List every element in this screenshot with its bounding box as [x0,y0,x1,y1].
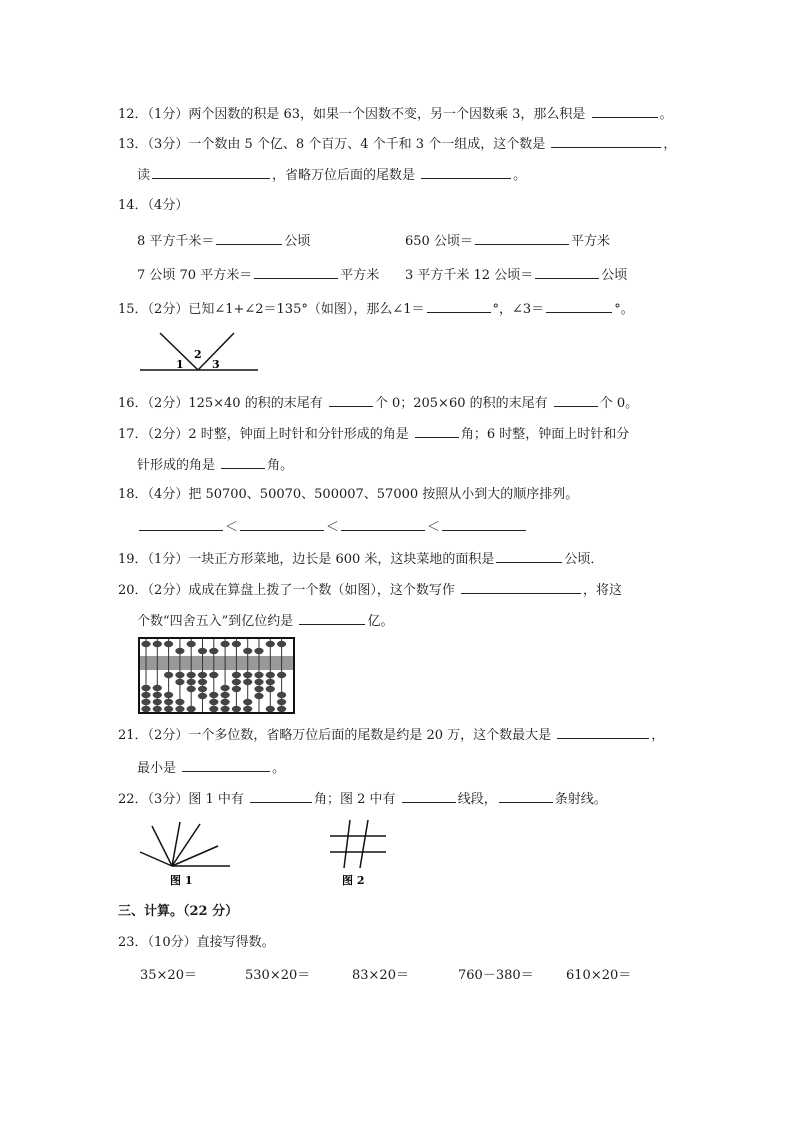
abacus-bead [243,706,252,712]
figure-1-rays [138,818,234,890]
abacus-bead [243,699,252,705]
question-20-line2: 个数“四舍五入”到亿位约是 亿。 [137,610,393,632]
abacus-bead [221,699,230,705]
question-16: 16．（2分）125×40 的积的末尾有 个 0；205×60 的积的末尾有 个 0。 [118,392,638,414]
answer-blank[interactable] [592,103,658,118]
abacus-bead [187,679,196,685]
abacus-bead [153,699,162,705]
answer-blank[interactable] [329,392,373,407]
question-22: 22．（3分）图 1 中有 角；图 2 中有 线段， 条射线。 [118,788,607,810]
answer-blank[interactable] [427,298,491,313]
question-18: 18．（4分）把 50700、50070、500007、57000 按照从小到大的顺序排列。 [118,487,579,502]
abacus-bead [175,699,184,705]
abacus-bead [164,699,173,705]
abacus-bead [175,672,184,678]
angle-label-2: 2 [194,348,202,361]
abacus-bead [198,648,207,654]
answer-blank[interactable] [551,133,661,148]
abacus-bead [232,686,241,692]
abacus-bead [254,672,263,678]
abacus-bead [175,679,184,685]
answer-blank[interactable] [250,788,312,803]
answer-blank[interactable] [152,164,270,179]
answer-blank[interactable] [421,164,511,179]
figure-2-lines [328,818,392,890]
abacus-bead [243,672,252,678]
abacus-bead [277,641,286,647]
answer-blank[interactable] [254,264,338,279]
abacus-bead [198,679,207,685]
abacus-bead [221,641,230,647]
answer-blank[interactable] [139,516,223,531]
question-17: 17．（2分）2 时整，钟面上时针和分针形成的角是 角；6 时整，钟面上时针和分 [118,423,629,445]
question-21-line2: 最小是 。 [137,757,285,779]
abacus-bead [266,706,275,712]
abacus-bead [277,699,286,705]
abacus-bead [266,686,275,692]
abacus-bead [254,686,263,692]
abacus-bead [187,686,196,692]
answer-blank[interactable] [182,757,270,772]
abacus-bead [141,641,150,647]
abacus-bead [232,706,241,712]
abacus-bead [232,679,241,685]
question-23: 23．（10分）直接写得数。 [118,935,275,950]
abacus-bead [187,672,196,678]
question-13-line2: 读 ，省略万位后面的尾数是 。 [137,164,526,186]
answer-blank[interactable] [341,516,425,531]
answer-blank[interactable] [546,298,612,313]
abacus-bead [232,641,241,647]
question-14: 14．（4分） [118,198,189,213]
abacus-bead [164,706,173,712]
abacus-bead [254,648,263,654]
angle-label-1: 1 [176,358,184,371]
answer-blank[interactable] [299,610,365,625]
answer-blank[interactable] [221,454,265,469]
abacus-bead [277,706,286,712]
question-17-line2: 针形成的角是 角。 [137,454,293,476]
abacus-bead [266,641,275,647]
abacus-bead [198,693,207,699]
abacus-bead [153,706,162,712]
q23-item-2: 530×20＝ [245,968,311,983]
abacus-bead [164,641,173,647]
abacus-bead [141,692,150,698]
abacus-bead [277,672,286,678]
abacus-bead [153,685,162,691]
abacus-bead [175,706,184,712]
answer-blank[interactable] [475,230,569,245]
abacus-bead [209,692,218,698]
q23-item-3: 83×20＝ [352,968,409,983]
abacus-bead [153,692,162,698]
abacus-bead [221,692,230,698]
section-3-title: 三、计算。（22 分） [118,904,239,919]
abacus-bead [266,679,275,685]
abacus-bead [221,706,230,712]
answer-blank[interactable] [402,788,456,803]
abacus-bead [277,692,286,698]
question-15: 15．（2分）已知∠1+∠2＝135°（如图），那么∠1＝ °，∠3＝ °。 [118,298,634,320]
abacus-bead [243,648,252,654]
q23-item-5: 610×20＝ [566,968,632,983]
abacus-bead [141,706,150,712]
question-20: 20．（2分）成成在算盘上拨了一个数（如图），这个数写作 ，将这 [118,579,622,601]
answer-blank[interactable] [240,516,324,531]
q23-item-4: 760－380＝ [458,968,534,983]
abacus-bead [141,685,150,691]
abacus-bead [209,648,218,654]
abacus-bead [266,672,275,678]
q14-item-c: 7 公顷 70 平方米＝ 平方米 [137,264,379,286]
abacus-bead [187,706,196,712]
answer-blank[interactable] [415,423,459,438]
answer-blank[interactable] [496,548,562,563]
abacus-bead [187,641,196,647]
angle-label-3: 3 [212,358,220,371]
question-12: 12．（1分）两个因数的积是 63，如果一个因数不变，另一个因数乘 3，那么积是 。 [118,103,673,125]
figure-2-caption: 图 2 [342,874,365,887]
answer-blank[interactable] [216,230,282,245]
angle-figure [138,330,262,374]
question-21: 21．（2分）一个多位数，省略万位后面的尾数是约是 20 万，这个数最大是 ， [118,724,664,746]
q14-item-b: 650 公顷＝ 平方米 [405,230,610,252]
abacus-bead [209,699,218,705]
answer-blank[interactable] [554,392,598,407]
abacus-bead [209,672,218,678]
abacus-bead [141,699,150,705]
answer-blank[interactable] [442,516,526,531]
answer-blank[interactable] [557,724,649,739]
abacus-figure [138,637,296,715]
abacus-bead [254,693,263,699]
abacus-bead [209,706,218,712]
q14-item-d: 3 平方千米 12 公顷＝ 公顷 [405,264,627,286]
abacus-bead [153,641,162,647]
figure-1-caption: 图 1 [170,874,193,887]
abacus-bead [232,672,241,678]
abacus-bead [175,648,184,654]
q18-order-blanks: ＜ ＜ ＜ [137,516,528,538]
abacus-bead [221,685,230,691]
question-13: 13．（3分）一个数由 5 个亿、8 个百万、4 个千和 3 个一组成，这个数是 ， [118,133,676,155]
abacus-bead [164,672,173,678]
abacus-bead [254,679,263,685]
answer-blank[interactable] [535,264,599,279]
abacus-bead [198,686,207,692]
q14-item-a: 8 平方千米＝ 公顷 [137,230,310,252]
answer-blank[interactable] [499,788,553,803]
abacus-bead [198,672,207,678]
question-19: 19．（1分）一块正方形菜地，边长是 600 米，这块菜地的面积是 公顷． [118,548,603,570]
answer-blank[interactable] [461,579,581,594]
abacus-bead [243,679,252,685]
abacus-bead [164,692,173,698]
q23-item-1: 35×20＝ [140,968,197,983]
